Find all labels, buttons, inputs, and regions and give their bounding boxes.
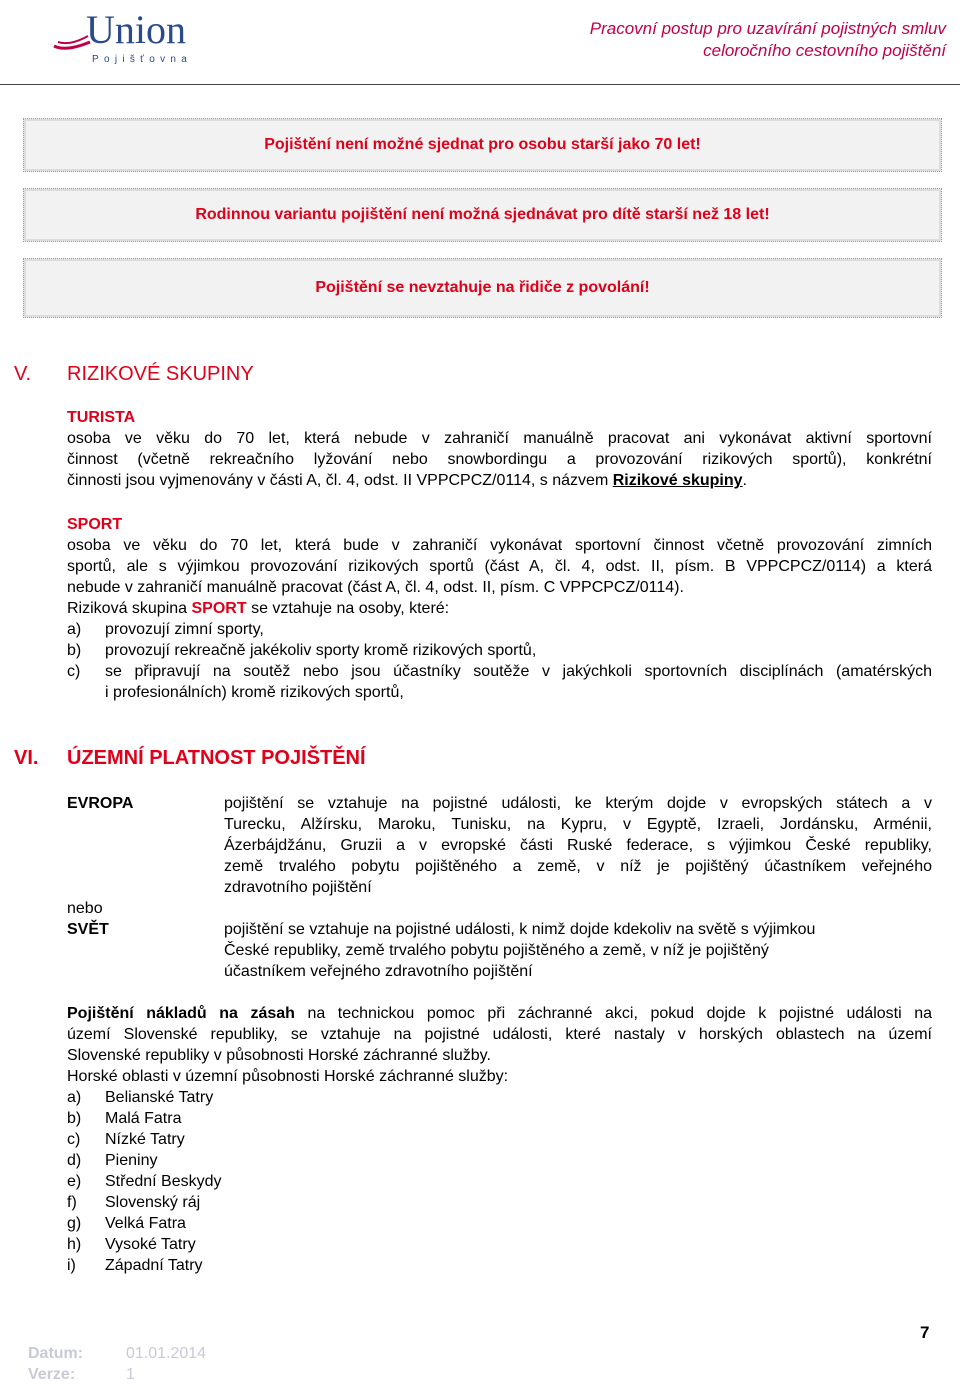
warning-text: Rodinnou variantu pojištění není možná sjednávat pro dítě starší než 18 let! [195, 206, 770, 223]
area-name: Malá Fatra [105, 1110, 182, 1127]
area-list-item [67, 1213, 932, 1234]
turista-line-3-end: . [742, 472, 747, 489]
page-number: 7 [920, 1323, 930, 1342]
europa-line-3: Ázerbájdžánu, Gruzii a v evropské části Ruské federace, s výjimkou České republiky, [224, 837, 932, 854]
sport-block [67, 514, 932, 703]
area-name: Vysoké Tatry [105, 1236, 196, 1253]
area-name: Střední Beskydy [105, 1173, 222, 1190]
list-marker: c) [67, 663, 81, 680]
document-header-title [590, 18, 946, 62]
sport-intro-bold: SPORT [191, 600, 247, 617]
list-item [67, 661, 932, 703]
warning-text: Pojištění není možné sjednat pro osobu starší jako 70 let! [264, 136, 701, 153]
list-text [105, 661, 932, 703]
area-name: Pieniny [105, 1152, 158, 1169]
list-item [67, 619, 932, 640]
warning-text: Pojištění se nevztahuje na řidiče z povolání! [315, 279, 650, 296]
naklady-line-1 [67, 1003, 932, 1024]
area-list-item [67, 1108, 932, 1129]
sport-intro-end: se vztahuje na osoby, které: [246, 600, 450, 617]
area-list-item [67, 1192, 932, 1213]
turista-line-3-text: činnosti jsou vyjmenovány v části A, čl. 4, odst. II VPPCPCZ/0114, s názvem [67, 472, 613, 489]
turista-block [67, 407, 932, 491]
svet-line-1: pojištění se vztahuje na pojistné události, k nimž dojde kdekoliv na světě s výjimkou [224, 921, 816, 938]
section-5-number: V. [14, 363, 32, 385]
svet-line-2: České republiky, země trvalého pobytu pojištěného a země, v níž je pojištěný [224, 942, 769, 959]
europa-line-2: Turecku, Alžírsku, Maroku, Tunisku, na Kypru, v Egyptě, Izraeli, Jordánsku, Arménii, [224, 816, 932, 833]
area-list-item [67, 1255, 932, 1276]
list-item [67, 640, 932, 661]
naklady-line-1-text: na technickou pomoc při záchranné akci, pokud dojde k pojistné události na [294, 1005, 932, 1022]
warning-box-drivers [23, 258, 942, 318]
svet-line-3: účastníkem veřejného zdravotního pojištění [224, 963, 533, 980]
list-marker: h) [67, 1236, 82, 1253]
list-text: provozují rekreačně jakékoliv sporty kromě rizikových sportů, [105, 642, 537, 659]
header-title-line-2: celoročního cestovního pojištění [703, 41, 946, 60]
list-marker: f) [67, 1194, 77, 1211]
section-5-title: RIZIKOVÉ SKUPINY [67, 363, 254, 385]
verze-label: Verze: [28, 1366, 76, 1383]
svet-description [224, 919, 932, 982]
nebo-label: nebo [67, 900, 103, 917]
area-list-item [67, 1234, 932, 1255]
union-logo [52, 8, 222, 70]
sport-intro-text: Riziková skupina [67, 600, 192, 617]
logo-text: Union [86, 7, 186, 52]
naklady-bold: Pojištění nákladů na zásah [67, 1005, 295, 1022]
europa-line-4: země trvalého pobytu pojištěného a země, v níž je pojištěný účastníkem veřejného [224, 858, 932, 875]
svet-label: SVĚT [67, 921, 109, 938]
area-name: Nízké Tatry [105, 1131, 185, 1148]
list-marker: b) [67, 1110, 82, 1127]
area-list-item [67, 1150, 932, 1171]
europa-label: EVROPA [67, 795, 134, 812]
sport-line-3: nebude v zahraničí manuálně pracovat (část A, čl. 4, odst. II, písm. C VPPCPCZ/0114). [67, 579, 684, 596]
area-name: Slovenský ráj [105, 1194, 201, 1211]
europa-line-5: zdravotního pojištění [224, 879, 372, 896]
header-divider [0, 84, 960, 85]
datum-value: 01.01.2014 [126, 1345, 207, 1362]
list-marker: g) [67, 1215, 82, 1232]
europa-line-1: pojištění se vztahuje na pojistné události, ke kterým dojde v evropských státech a v [224, 795, 932, 812]
list-text-line-1: se připravují na soutěž nebo jsou účastníky soutěže v jakýchkoli sportovních disciplínách (amatérských [105, 663, 932, 680]
turista-line-3 [67, 470, 932, 491]
turista-heading: TURISTA [67, 409, 136, 426]
sport-heading: SPORT [67, 516, 123, 533]
sport-line-1: osoba ve věku do 70 let, která bude v zahraničí vykonávat sportovní činnost včetně provozování zimních [67, 537, 932, 554]
logo-subtext: Pojišťovna [92, 54, 193, 65]
warning-box-family-variant [23, 188, 942, 242]
rizikove-skupiny-link[interactable]: Rizikové skupiny [612, 472, 743, 489]
area-name: Západní Tatry [105, 1257, 203, 1274]
areas-list [67, 1087, 932, 1276]
area-list-item [67, 1087, 932, 1108]
europa-description [224, 793, 932, 898]
area-name: Belianské Tatry [105, 1089, 214, 1106]
datum-label: Datum: [28, 1345, 84, 1362]
section-6-title: ÚZEMNÍ PLATNOST POJIŠTĚNÍ [67, 747, 366, 769]
list-marker: i) [67, 1257, 76, 1274]
list-marker: c) [67, 1131, 81, 1148]
section-6-number: VI. [14, 747, 39, 769]
naklady-line-2: území Slovenské republiky, se vztahuje na pojistné události, které nastaly v horských oblastech na území [67, 1026, 932, 1043]
naklady-line-3: Slovenské republiky v působnosti Horské záchranné služby. [67, 1047, 491, 1064]
warning-box-age-limit [23, 118, 942, 172]
sport-line-2: sportů, ale s výjimkou provozování rizikových sportů (část A, čl. 4, odst. II, písm. B VPPCPCZ/0114) a která [67, 558, 932, 575]
header-title-line-1: Pracovní postup pro uzavírání pojistných smluv [589, 19, 946, 38]
list-marker: e) [67, 1173, 82, 1190]
turista-line-1: osoba ve věku do 70 let, která nebude v zahraničí manuálně pracovat ani vykonávat aktivní sportovní [67, 430, 932, 447]
areas-intro: Horské oblasti v územní působnosti Horské záchranné služby: [67, 1068, 509, 1085]
list-marker: b) [67, 642, 82, 659]
naklady-block [67, 1003, 932, 1276]
list-text: provozují zimní sporty, [105, 621, 264, 638]
sport-intro [67, 598, 932, 619]
list-marker: d) [67, 1152, 82, 1169]
area-list-item [67, 1129, 932, 1150]
list-text-line-2: i profesionálních) kromě rizikových sportů, [105, 684, 404, 701]
area-list-item [67, 1171, 932, 1192]
turista-line-2: činnost (včetně rekreačního lyžování nebo snowbordingu a provozování rizikových sportů), konkrétní [67, 451, 932, 468]
list-marker: a) [67, 621, 82, 638]
verze-value: 1 [126, 1366, 135, 1383]
area-name: Velká Fatra [105, 1215, 186, 1232]
list-marker: a) [67, 1089, 82, 1106]
